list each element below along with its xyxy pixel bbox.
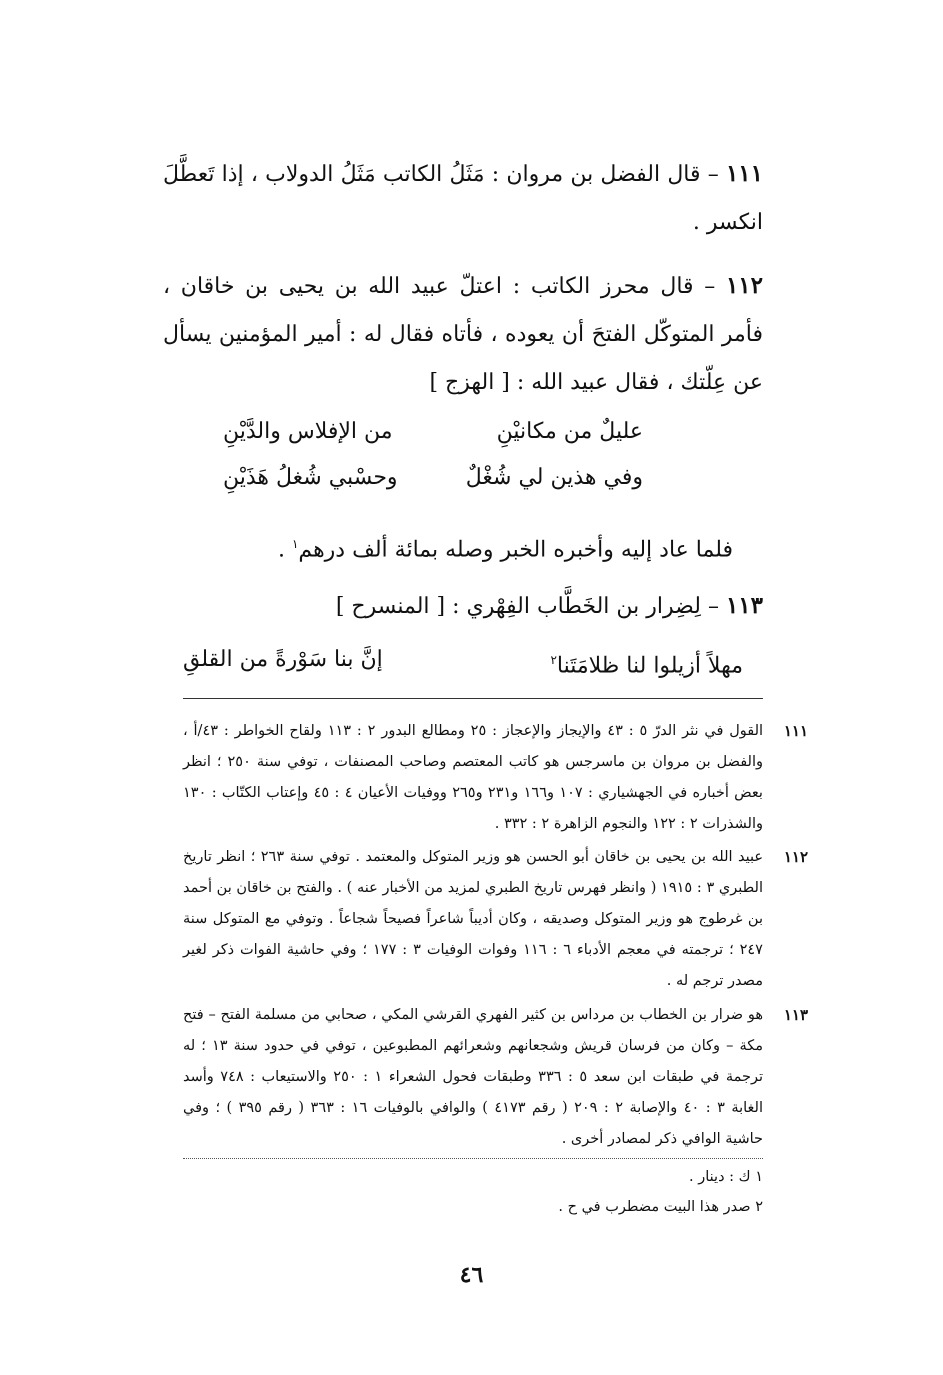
verse-first-hemistich (550, 640, 743, 686)
entry-112-conclusion (193, 520, 733, 574)
footnote-marker: ١ (291, 537, 299, 551)
verse-second-hemistich: من الإفلاس والدَّيْنِ (223, 419, 393, 444)
entry-dash: – (707, 594, 719, 619)
footnote-text: هو ضرار بن الخطاب بن مرداس بن كثير الفهري القرشي المكي ، صحابي من مسلمة الفتح – فتح مكة – وكان من فرسان قريش وشجعانهم وشعرائهم المطبوعين ، توفي في حدود سنة ١٣ ؛ له ترجمة في طبقات ابن سعد ٥ : ٣٣٦ وطبقات فحول الشعراء ١ : ٢٥٠ والاستيعاب : ٧٤٨ وأسد الغابة ٣ : ٤٠ والإصابة ٢ : ٢٠٩ ( رقم ٤١٧٣ ) والوافي بالوفيات ١٦ : ٣٦٣ ( رقم ٣٩٥ ) ؛ وفي حاشية الوافي ذكر لمصادر أخرى . (183, 1007, 763, 1147)
footnote-separator (183, 698, 763, 699)
entry-dash: – (704, 274, 716, 299)
verse-first-hemistich: وفي هذين لي شُغْلٌ (465, 465, 643, 490)
sub-footnote-1 (689, 1162, 763, 1192)
footnote-112 (183, 842, 808, 997)
sub-footnote-number: ١ (755, 1169, 763, 1185)
entry-number: ١١١ (725, 160, 763, 187)
sub-footnote-separator (183, 1158, 763, 1159)
entry-112 (163, 262, 763, 407)
footnote-113 (183, 1000, 808, 1155)
footnote-number: ١١٢ (783, 848, 808, 866)
entry-text: قال محرز الكاتب : اعتلّ عبيد الله بن يحيى بن خاقان ، فأمر المتوكّل الفتحَ أن يعوده ، فأتاه فقال له : أمير المؤمنين يسأل عن عِلّتك ، فقال عبيد الله : [ الهزج ] (163, 274, 763, 395)
verse-second-hemistich: وحسْبي شُغلُ هَذَيْنِ (223, 465, 398, 490)
footnote-marker: ٢ (550, 653, 557, 667)
verse-line (223, 458, 643, 498)
entry-number: ١١٢ (725, 272, 764, 299)
footnote-111 (183, 716, 808, 840)
sub-footnote-text: ك : دينار . (689, 1169, 751, 1185)
footnote-number: ١١١ (783, 722, 808, 740)
conclusion-text: فلما عاد إليه وأخبره الخبر وصله بمائة ألف درهم (298, 537, 733, 563)
entry-number: ١١٣ (725, 592, 763, 619)
verse-first-hemistich: عليلٌ من مكانيْنِ (496, 419, 643, 444)
verse-line (223, 412, 643, 452)
sub-footnote-number: ٢ (755, 1199, 763, 1215)
verse-second-hemistich: إنَّ بنا سَوْرةً من القلقِ (183, 647, 383, 672)
footnote-number: ١١٣ (783, 1006, 808, 1024)
entry-text: قال الفضل بن مروان : مَثَلُ الكاتب مَثَلُ الدولاب ، إذا تَعطَّلَ انكسر . (163, 162, 763, 235)
entry-111 (163, 150, 763, 247)
footnote-text: عبيد الله بن يحيى بن خاقان أبو الحسن هو وزير المتوكل والمعتمد . توفي سنة ٢٦٣ ؛ انظر تاريخ الطبري ٣ : ١٩١٥ ( وانظر فهرس تاريخ الطبري لمزيد من الأخبار عنه ) . والفتح بن خاقان بن أحمد بن غرطوج هو وزير المتوكل وصديقه ، وكان أديباً شاعراً فصيحاً شجاعاً . وتوفي مع المتوكل سنة ٢٤٧ ؛ ترجمته في معجم الأدباء ٦ : ١١٦ وفوات الوفيات ٣ : ١٧٧ ؛ وفي حاشية الفوات ذكر لغير مصدر ترجم له . (183, 849, 763, 989)
verse-first-text: مهلاً أزيلوا لنا ظلامَتَنا (556, 653, 743, 679)
page-number: ٤٦ (459, 1262, 484, 1288)
entry-dash: – (707, 162, 719, 187)
verse-line (183, 640, 743, 680)
sub-footnote-text: صدر هذا البيت مضطرب في ح . (558, 1199, 751, 1215)
footnote-text: القول في نثر الدرّ ٥ : ٤٣ والإيجاز والإعجاز : ٢٥ ومطالع البدور ٢ : ١١٣ ولقاح الخواطر : ٤٣/أ ، والفضل بن مروان بن ماسرجس هو كاتب المعتصم وصاحب المصنفات ، توفي سنة ٢٥٠ ؛ انظر بعض أخباره في الجهشياري : ١٠٧ و١٦٦ و٢٣١ و٢٦٥ ووفيات الأعيان ٤ : ٤٥ وإعتاب الكتّاب : ١٣٠ والشذرات ٢ : ١٢٢ والنجوم الزاهرة ٢ : ٣٣٢ . (183, 723, 764, 832)
entry-text: لِضِرار بن الخَطَّاب الفِهْري : [ المنسرح ] (335, 594, 701, 619)
sub-footnote-2 (558, 1192, 763, 1222)
conclusion-tail: . (277, 537, 292, 563)
entry-113 (163, 582, 763, 631)
